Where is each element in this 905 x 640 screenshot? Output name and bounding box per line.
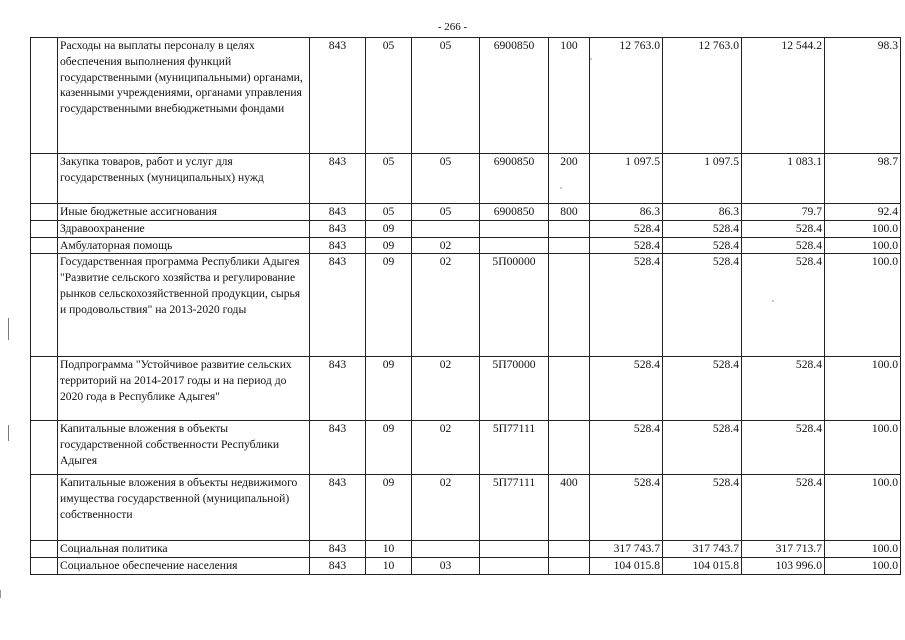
margin-mark	[0, 590, 1, 598]
cell-ved-code: 843	[310, 558, 366, 575]
cell-target-article: 5П70000	[480, 357, 549, 421]
cell-value-1: 317 743.7	[590, 541, 663, 558]
cell-expense-type: 100	[549, 38, 590, 154]
cell-percent: 100.0	[825, 254, 901, 357]
cell-name: Государственная программа Республики Адыгея "Развитие сельского хозяйства и регулирование рынков сельскохозяйственной продукции, сырья и продовольствия" на 2013-2020 годы	[58, 254, 310, 357]
cell-blank	[31, 38, 58, 154]
table-row	[31, 421, 901, 475]
cell-expense-type: 800	[549, 204, 590, 221]
cell-blank	[31, 421, 58, 475]
cell-expense-type	[549, 558, 590, 575]
cell-subsection: 03	[412, 558, 480, 575]
cell-subsection: 02	[412, 254, 480, 357]
cell-blank	[31, 475, 58, 541]
scan-speck	[772, 300, 774, 302]
cell-value-1: 528.4	[590, 357, 663, 421]
cell-ved-code: 843	[310, 541, 366, 558]
cell-subsection	[412, 541, 480, 558]
cell-ved-code: 843	[310, 237, 366, 254]
cell-value-3: 79.7	[742, 204, 825, 221]
cell-ved-code: 843	[310, 421, 366, 475]
table-row	[31, 475, 901, 541]
cell-subsection: 02	[412, 421, 480, 475]
cell-value-2: 528.4	[663, 475, 742, 541]
cell-section: 10	[366, 558, 412, 575]
cell-target-article: 6900850	[480, 38, 549, 154]
cell-value-2: 12 763.0	[663, 38, 742, 154]
cell-percent: 98.3	[825, 38, 901, 154]
cell-value-2: 104 015.8	[663, 558, 742, 575]
cell-target-article: 6900850	[480, 154, 549, 204]
cell-ved-code: 843	[310, 254, 366, 357]
scan-speck	[560, 187, 562, 189]
cell-target-article: 5П00000	[480, 254, 549, 357]
table-row	[31, 541, 901, 558]
cell-percent: 100.0	[825, 237, 901, 254]
cell-value-3: 317 713.7	[742, 541, 825, 558]
cell-target-article	[480, 558, 549, 575]
cell-value-3: 528.4	[742, 254, 825, 357]
table-row	[31, 38, 901, 154]
cell-percent: 100.0	[825, 357, 901, 421]
cell-target-article	[480, 541, 549, 558]
cell-value-2: 317 743.7	[663, 541, 742, 558]
cell-value-1: 1 097.5	[590, 154, 663, 204]
cell-name: Подпрограмма "Устойчивое развитие сельских территорий на 2014-2017 годы и на период до 2020 года в Республике Адыгея"	[58, 357, 310, 421]
cell-ved-code: 843	[310, 357, 366, 421]
cell-ved-code: 843	[310, 220, 366, 237]
cell-target-article	[480, 237, 549, 254]
cell-name: Здравоохранение	[58, 220, 310, 237]
cell-subsection: 02	[412, 475, 480, 541]
cell-name: Закупка товаров, работ и услуг для государственных (муниципальных) нужд	[58, 154, 310, 204]
budget-table	[30, 37, 901, 575]
cell-section: 05	[366, 38, 412, 154]
cell-blank	[31, 541, 58, 558]
cell-value-2: 86.3	[663, 204, 742, 221]
cell-expense-type	[549, 220, 590, 237]
cell-expense-type	[549, 421, 590, 475]
cell-value-3: 528.4	[742, 237, 825, 254]
cell-name: Расходы на выплаты персоналу в целях обеспечения выполнения функций государственными (муниципальными) органами, казенными учреждениями, органами управления государственными внебюджетными фондами	[58, 38, 310, 154]
cell-name: Амбулаторная помощь	[58, 237, 310, 254]
cell-section: 05	[366, 154, 412, 204]
cell-value-1: 528.4	[590, 475, 663, 541]
cell-value-2: 528.4	[663, 357, 742, 421]
cell-section: 09	[366, 254, 412, 357]
margin-mark	[8, 318, 9, 340]
table-row	[31, 204, 901, 221]
table-body	[31, 38, 901, 575]
cell-target-article	[480, 220, 549, 237]
cell-blank	[31, 254, 58, 357]
cell-value-2: 528.4	[663, 421, 742, 475]
table-row	[31, 558, 901, 575]
cell-ved-code: 843	[310, 38, 366, 154]
cell-ved-code: 843	[310, 204, 366, 221]
cell-expense-type	[549, 237, 590, 254]
cell-section: 09	[366, 357, 412, 421]
cell-value-3: 528.4	[742, 475, 825, 541]
cell-percent: 100.0	[825, 475, 901, 541]
cell-expense-type: 200	[549, 154, 590, 204]
cell-subsection: 05	[412, 154, 480, 204]
cell-subsection: 02	[412, 237, 480, 254]
cell-expense-type	[549, 541, 590, 558]
scan-speck	[590, 58, 592, 60]
cell-section: 09	[366, 220, 412, 237]
cell-expense-type	[549, 357, 590, 421]
cell-section: 05	[366, 204, 412, 221]
cell-subsection: 05	[412, 38, 480, 154]
cell-value-3: 103 996.0	[742, 558, 825, 575]
cell-value-1: 86.3	[590, 204, 663, 221]
cell-value-1: 528.4	[590, 237, 663, 254]
cell-target-article: 5П77111	[480, 421, 549, 475]
cell-blank	[31, 237, 58, 254]
cell-target-article: 5П77111	[480, 475, 549, 541]
cell-percent: 100.0	[825, 558, 901, 575]
page-number: - 266 -	[437, 21, 468, 33]
cell-value-3: 528.4	[742, 357, 825, 421]
table-row	[31, 254, 901, 357]
cell-value-2: 1 097.5	[663, 154, 742, 204]
cell-value-2: 528.4	[663, 237, 742, 254]
cell-value-2: 528.4	[663, 220, 742, 237]
cell-subsection: 05	[412, 204, 480, 221]
cell-blank	[31, 204, 58, 221]
cell-name: Капитальные вложения в объекты государственной собственности Республики Адыгея	[58, 421, 310, 475]
cell-section: 09	[366, 475, 412, 541]
cell-value-2: 528.4	[663, 254, 742, 357]
cell-value-3: 528.4	[742, 421, 825, 475]
cell-name: Социальная политика	[58, 541, 310, 558]
table-row	[31, 237, 901, 254]
cell-name: Иные бюджетные ассигнования	[58, 204, 310, 221]
cell-ved-code: 843	[310, 475, 366, 541]
cell-subsection	[412, 220, 480, 237]
cell-percent: 98.7	[825, 154, 901, 204]
table-row	[31, 220, 901, 237]
cell-value-1: 528.4	[590, 254, 663, 357]
cell-section: 09	[366, 421, 412, 475]
cell-subsection: 02	[412, 357, 480, 421]
cell-section: 10	[366, 541, 412, 558]
cell-expense-type: 400	[549, 475, 590, 541]
table-row	[31, 154, 901, 204]
margin-mark	[8, 425, 9, 441]
cell-value-1: 104 015.8	[590, 558, 663, 575]
cell-value-1: 528.4	[590, 220, 663, 237]
cell-expense-type	[549, 254, 590, 357]
cell-value-3: 12 544.2	[742, 38, 825, 154]
cell-percent: 100.0	[825, 541, 901, 558]
cell-value-3: 528.4	[742, 220, 825, 237]
cell-blank	[31, 154, 58, 204]
cell-value-3: 1 083.1	[742, 154, 825, 204]
cell-ved-code: 843	[310, 154, 366, 204]
cell-value-1: 12 763.0	[590, 38, 663, 154]
cell-percent: 92.4	[825, 204, 901, 221]
table-row	[31, 357, 901, 421]
cell-percent: 100.0	[825, 421, 901, 475]
cell-value-1: 528.4	[590, 421, 663, 475]
cell-section: 09	[366, 237, 412, 254]
cell-blank	[31, 220, 58, 237]
cell-blank	[31, 357, 58, 421]
cell-blank	[31, 558, 58, 575]
cell-name: Социальное обеспечение населения	[58, 558, 310, 575]
cell-name: Капитальные вложения в объекты недвижимого имущества государственной (муниципальной) собственности	[58, 475, 310, 541]
cell-target-article: 6900850	[480, 204, 549, 221]
cell-percent: 100.0	[825, 220, 901, 237]
